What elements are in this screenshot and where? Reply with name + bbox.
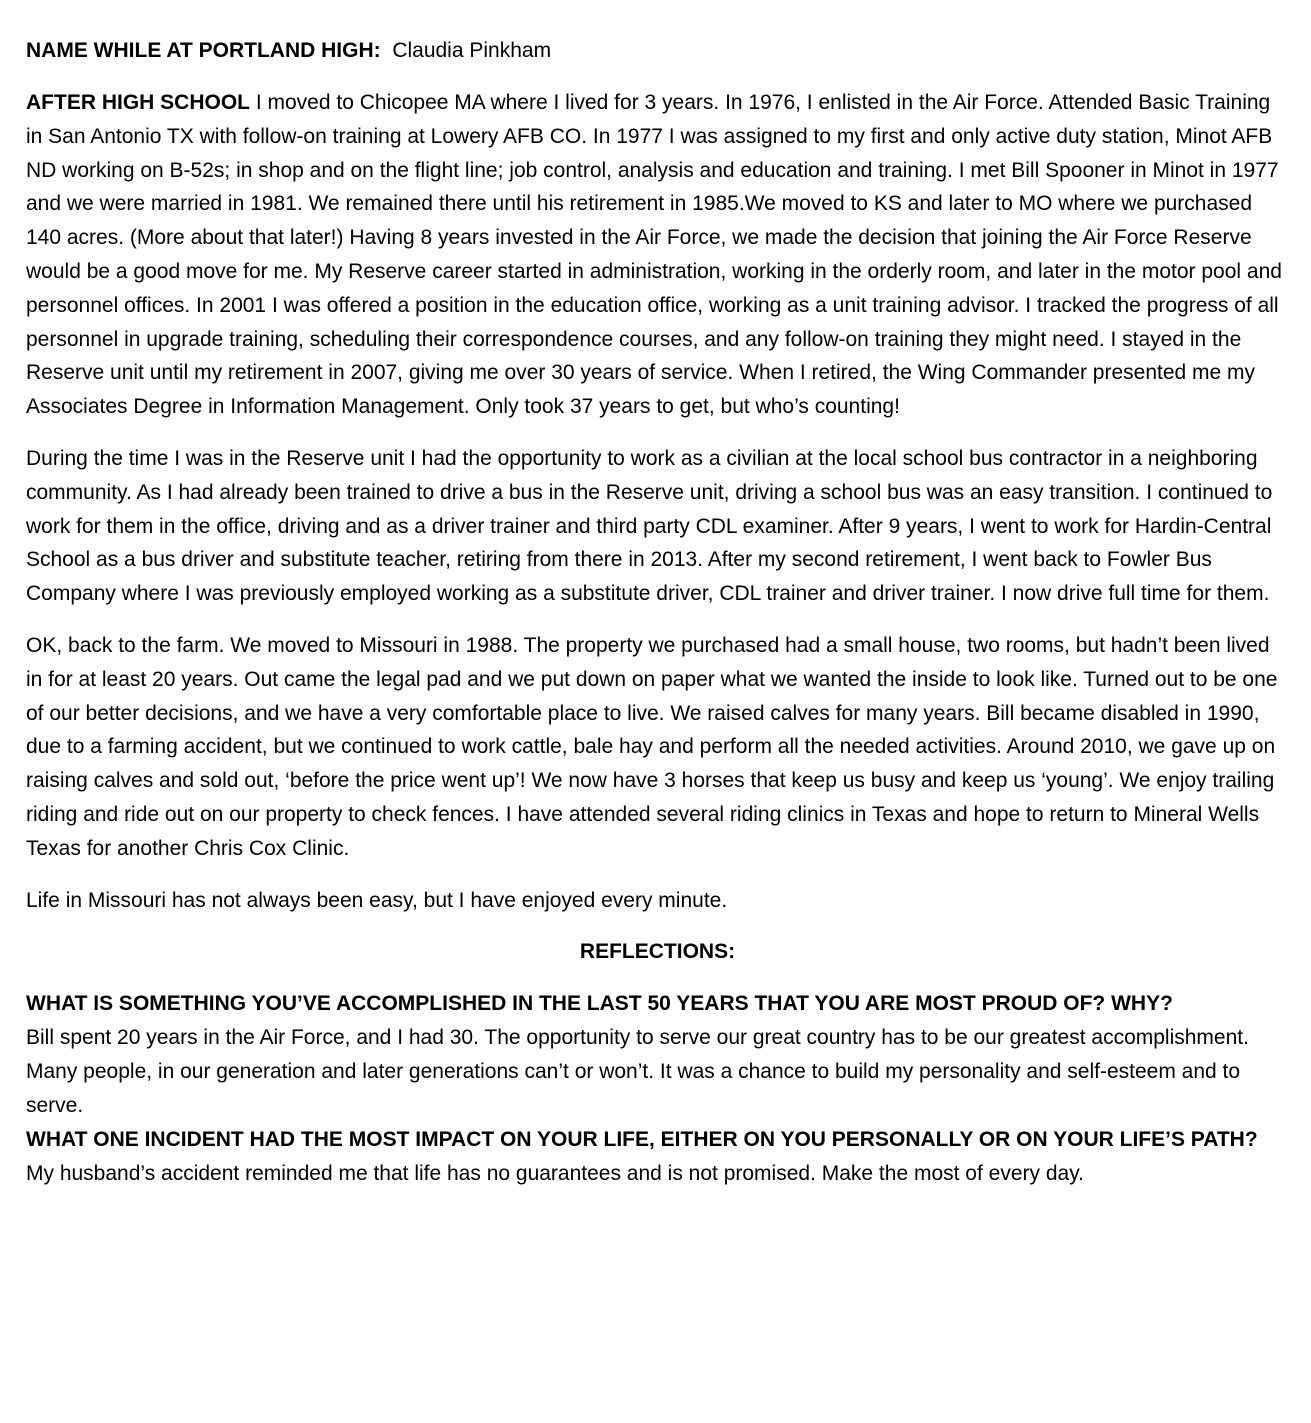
missouri-life-paragraph: Life in Missouri has not always been easy, but I have enjoyed every minute.	[26, 888, 728, 912]
bus-career-paragraph: During the time I was in the Reserve unit I had the opportunity to work as a civilian at the local school bus contractor in a neighboring community. As I had already been trained to drive a bus in the Reserve unit, driving a school bus was an easy transition. I continued to work for them in the office, driving and as a driver trainer and third party CDL examiner. After 9 years, I went to work for Hardin-Central School as a bus driver and substitute teacher, retiring from there in 2013. After my second retirement, I went back to Fowler Bus Company where I was previously employed working as a substitute driver, CDL trainer and driver trainer. I now drive full time for them.	[26, 446, 1273, 606]
reflection-item	[26, 987, 1289, 1122]
reflections-heading: REFLECTIONS:	[579, 940, 736, 964]
name-line	[26, 34, 1289, 68]
reflection-question: WHAT ONE INCIDENT HAD THE MOST IMPACT ON YOUR LIFE, EITHER ON YOU PERSONALLY OR ON YOUR LIFE’S PATH?	[26, 1127, 1258, 1151]
reflection-answer: Bill spent 20 years in the Air Force, and I had 30. The opportunity to serve our great country has to be our greatest accomplishment. Many people, in our generation and later generations can’t or won’t. It was a chance to build my personality and self-esteem and to serve.	[26, 1026, 1249, 1117]
after-high-school-paragraph	[26, 86, 1289, 424]
name-value: Claudia Pinkham	[392, 39, 552, 62]
farm-paragraph: OK, back to the farm. We moved to Missouri in 1988. The property we purchased had a small house, two rooms, but hadn’t been lived in for at least 20 years. Out came the legal pad and we put down on paper what we wanted the inside to look like. Turned out to be one of our better decisions, and we have a very comfortable place to live. We raised calves for many years. Bill became disabled in 1990, due to a farming accident, but we continued to work cattle, bale hay and perform all the needed activities. Around 2010, we gave up on raising calves and sold out, ‘before the price went up’! We now have 3 horses that keep us busy and keep us ‘young’. We enjoy trailing riding and ride out on our property to check fences. I have attended several riding clinics in Texas and hope to return to Mineral Wells Texas for another Chris Cox Clinic.	[26, 633, 1278, 860]
reflection-answer: My husband’s accident reminded me that life has no guarantees and is not promised. Make the most of every day.	[26, 1161, 1084, 1185]
after-high-school-text: I moved to Chicopee MA where I lived for 3 years. In 1976, I enlisted in the Air Force. Attended Basic Training in San Antonio TX with follow-on training at Lowery AFB CO. In 1977 I was assigned to my first and only active duty station, Minot AFB ND working on B-52s; in shop and on the flight line; job control, analysis and education and training. I met Bill Spooner in Minot in 1977 and we were married in 1981. We remained there until his retirement in 1985.We moved to KS and later to MO where we purchased 140 acres. (More about that later!) Having 8 years invested in the Air Force, we made the decision that joining the Air Force Reserve would be a good move for me. My Reserve career started in administration, working in the orderly room, and later in the motor pool and personnel offices. In 2001 I was offered a position in the education office, working as a unit training advisor. I tracked the progress of all personnel in upgrade training, scheduling their correspondence courses, and any follow-on training they might need. I stayed in the Reserve unit until my retirement in 2007, giving me over 30 years of service. When I retired, the Wing Commander presented me my Associates Degree in Information Management. Only took 37 years to get, but who’s counting!	[26, 91, 1282, 419]
reflection-question: WHAT IS SOMETHING YOU’VE ACCOMPLISHED IN THE LAST 50 YEARS THAT YOU ARE MOST PROUD OF? WHY?	[26, 992, 1173, 1016]
name-label: NAME WHILE AT PORTLAND HIGH:	[26, 39, 381, 62]
after-high-school-label: AFTER HIGH SCHOOL	[26, 91, 250, 114]
reflection-item	[26, 1123, 1289, 1191]
